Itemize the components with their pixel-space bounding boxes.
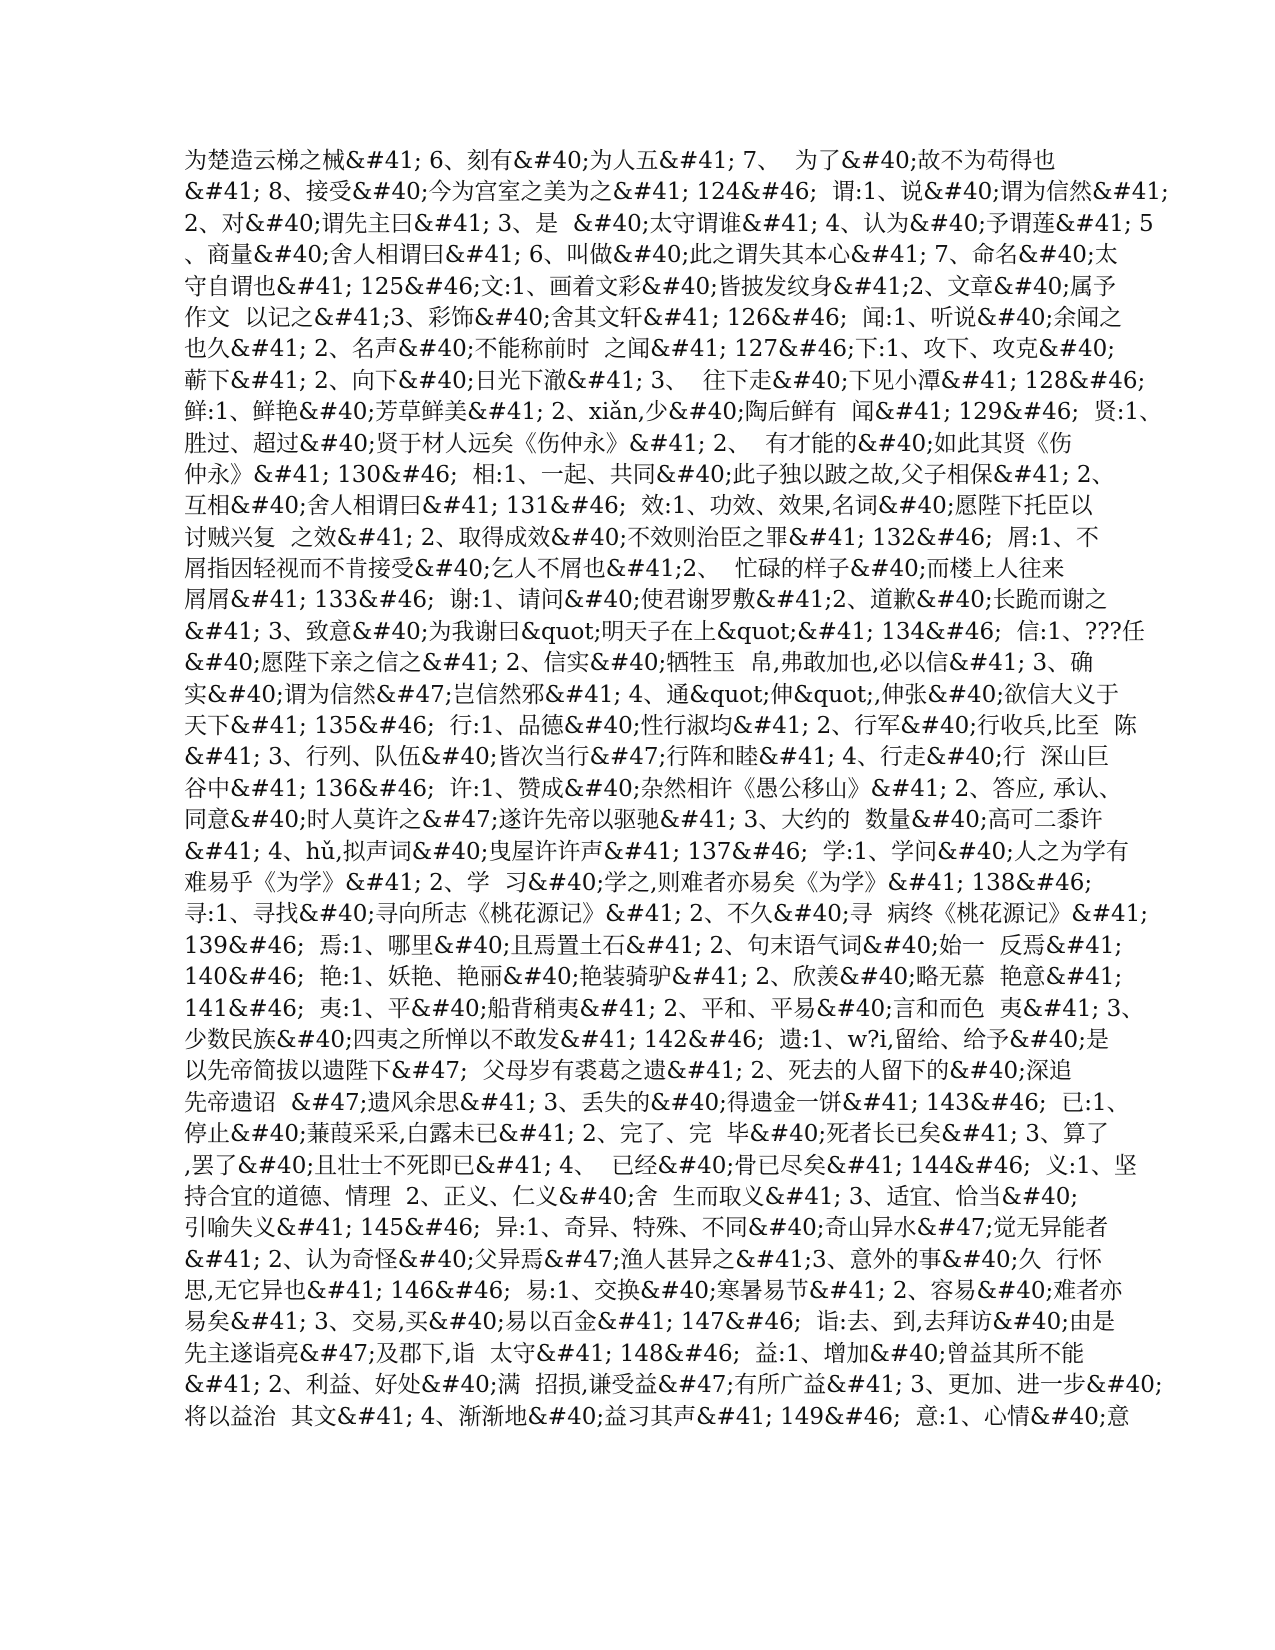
text-line: 为楚造云梯之械&#41; 6、刻有&#40;为人五&#41; 7、 为了&#40;故不为苟得也: [184, 148, 1056, 174]
text-line: 寻:1、寻找&#40;寻向所志《桃花源记》&#41; 2、不久&#40;寻 病终《桃花源记》&#41;: [184, 901, 1148, 928]
text-line: 140&#46; 艳:1、妖艳、艳丽&#40;艳装骑驴&#41; 2、欣羡&#40;略无慕 艳意&#41;: [184, 964, 1123, 991]
text-line: 先主遂诣亮&#47;及郡下,诣 太守&#41; 148&#46; 益:1、增加&#40;曾益其所不能: [184, 1340, 1085, 1367]
text-line: 天下&#41; 135&#46; 行:1、品德&#40;性行淑均&#41; 2、行军&#40;行收兵,比至 陈: [184, 713, 1137, 740]
body-text: [184, 146, 1169, 1433]
text-line: 同意&#40;时人莫许之&#47;遂许先帝以驱驰&#41; 3、大约的 数量&#40;高可二黍许: [184, 807, 1103, 834]
text-line: 守自谓也&#41; 125&#46;文:1、画着文彩&#40;皆披发纹身&#41;2、文章&#40;属予: [184, 273, 1117, 300]
text-line: &#41; 3、致意&#40;为我谢曰&quot;明天子在上&quot;&#41; 134&#46; 信:1、???任: [184, 618, 1145, 645]
text-line: 鲜:1、鲜艳&#40;芳草鲜美&#41; 2、xiǎn,少&#40;陶后鲜有 闻&#41; 129&#46; 贤:1、: [184, 399, 1163, 426]
text-line: 思,无它异也&#41; 146&#46; 易:1、交换&#40;寒暑易节&#41; 2、容易&#40;难者亦: [184, 1278, 1123, 1305]
text-line: 停止&#40;蒹葭采采,白露未已&#41; 2、完了、完 毕&#40;死者长已矣&#41; 3、算了: [184, 1121, 1109, 1148]
text-line: &#40;愿陛下亲之信之&#41; 2、信实&#40;牺牲玉 帛,弗敢加也,必以信&#41; 3、确: [184, 650, 1094, 677]
text-line: 屑屑&#41; 133&#46; 谢:1、请问&#40;使君谢罗敷&#41;2、道歉&#40;长跪而谢之: [184, 587, 1108, 614]
text-line: 、商量&#40;舍人相谓曰&#41; 6、叫做&#40;此之谓失其本心&#41; 7、命名&#40;太: [184, 242, 1118, 269]
text-line: 2、对&#40;谓先主曰&#41; 3、是 &#40;太守谓谁&#41; 4、认为&#40;予谓莲&#41; 5: [184, 210, 1154, 237]
text-line: 将以益治 其文&#41; 4、渐渐地&#40;益习其声&#41; 149&#46; 意:1、心情&#40;意: [184, 1403, 1130, 1430]
text-line: 作文 以记之&#41;3、彩饰&#40;舍其文轩&#41; 126&#46; 闻:1、听说&#40;余闻之: [184, 304, 1123, 331]
text-line: 139&#46; 焉:1、哪里&#40;且焉置土石&#41; 2、句末语气词&#40;始一 反焉&#41;: [184, 932, 1123, 959]
text-line: 互相&#40;舍人相谓曰&#41; 131&#46; 效:1、功效、效果,名词&#40;愿陛下托臣以: [184, 493, 1093, 520]
text-line: &#41; 4、hǔ,拟声词&#40;曳屋许许声&#41; 137&#46; 学:1、学问&#40;人之为学有: [184, 838, 1129, 865]
text-line: ,罢了&#40;且壮士不死即已&#41; 4、 已经&#40;骨已尽矣&#41; 144&#46; 义:1、坚: [184, 1152, 1137, 1179]
text-line: 实&#40;谓为信然&#47;岂信然邪&#41; 4、通&quot;伸&quot;,伸张&#40;欲信大义于: [184, 681, 1119, 708]
text-line: &#41; 3、行列、队伍&#40;皆次当行&#47;行阵和睦&#41; 4、行走&#40;行 深山巨: [184, 744, 1110, 771]
text-line: 少数民族&#40;四夷之所惮以不敢发&#41; 142&#46; 遗:1、w?i,留给、给予&#40;是: [184, 1026, 1109, 1053]
text-line: 蕲下&#41; 2、向下&#40;日光下澈&#41; 3、 往下走&#40;下见小潭&#41; 128&#46;: [184, 367, 1146, 394]
text-line: 以先帝简拔以遗陛下&#47; 父母岁有裘葛之遗&#41; 2、死去的人留下的&#40;深追: [184, 1058, 1072, 1085]
text-line: 难易乎《为学》&#41; 2、学 习&#40;学之,则难者亦易矣《为学》&#41; 138&#46;: [184, 869, 1093, 896]
text-line: 谷中&#41; 136&#46; 许:1、赞成&#40;杂然相许《愚公移山》&#41; 2、答应, 承认、: [184, 775, 1122, 802]
text-line: &#41; 2、认为奇怪&#40;父异焉&#47;渔人甚异之&#41;3、意外的事&#40;久 行怀: [184, 1246, 1103, 1273]
text-line: 仲永》&#41; 130&#46; 相:1、一起、共同&#40;此子独以跛之故,父子相保&#41; 2、: [184, 461, 1115, 488]
text-line: 讨贼兴复 之效&#41; 2、取得成效&#40;不效则治臣之罪&#41; 132&#46; 屑:1、不: [184, 524, 1099, 551]
text-line: 易矣&#41; 3、交易,买&#40;易以百金&#41; 147&#46; 诣:去、到,去拜访&#40;由是: [184, 1309, 1115, 1336]
text-line: 屑指因轻视而不肯接受&#40;乞人不屑也&#41;2、 忙碌的样子&#40;而楼上人往来: [184, 556, 1065, 583]
text-line: 持合宜的道德、情理 2、正义、仁义&#40;舍 生而取义&#41; 3、适宜、恰当&#40;: [184, 1183, 1079, 1210]
text-line: &#41; 8、接受&#40;今为宫室之美为之&#41; 124&#46; 谓:1、说&#40;谓为信然&#41;: [184, 179, 1169, 206]
text-line: &#41; 2、利益、好处&#40;满 招损,谦受益&#47;有所广益&#41; 3、更加、进一步&#40;: [184, 1372, 1163, 1399]
text-line: 也久&#41; 2、名声&#40;不能称前时 之闻&#41; 127&#46;下:1、攻下、攻克&#40;: [184, 336, 1115, 363]
text-line: 先帝遗诏 &#47;遗风余思&#41; 3、丢失的&#40;得遗金一饼&#41; 143&#46; 已:1、: [184, 1089, 1130, 1116]
text-line: 引喻失义&#41; 145&#46; 异:1、奇异、特殊、不同&#40;奇山异水&#47;觉无异能者: [184, 1215, 1109, 1242]
text-line: 141&#46; 夷:1、平&#40;船背稍夷&#41; 2、平和、平易&#40;言和而色 夷&#41; 3、: [184, 995, 1145, 1022]
text-line: 胜过、超过&#40;贤于材人远矣《伤仲永》&#41; 2、 有才能的&#40;如此其贤《伤: [184, 430, 1072, 457]
